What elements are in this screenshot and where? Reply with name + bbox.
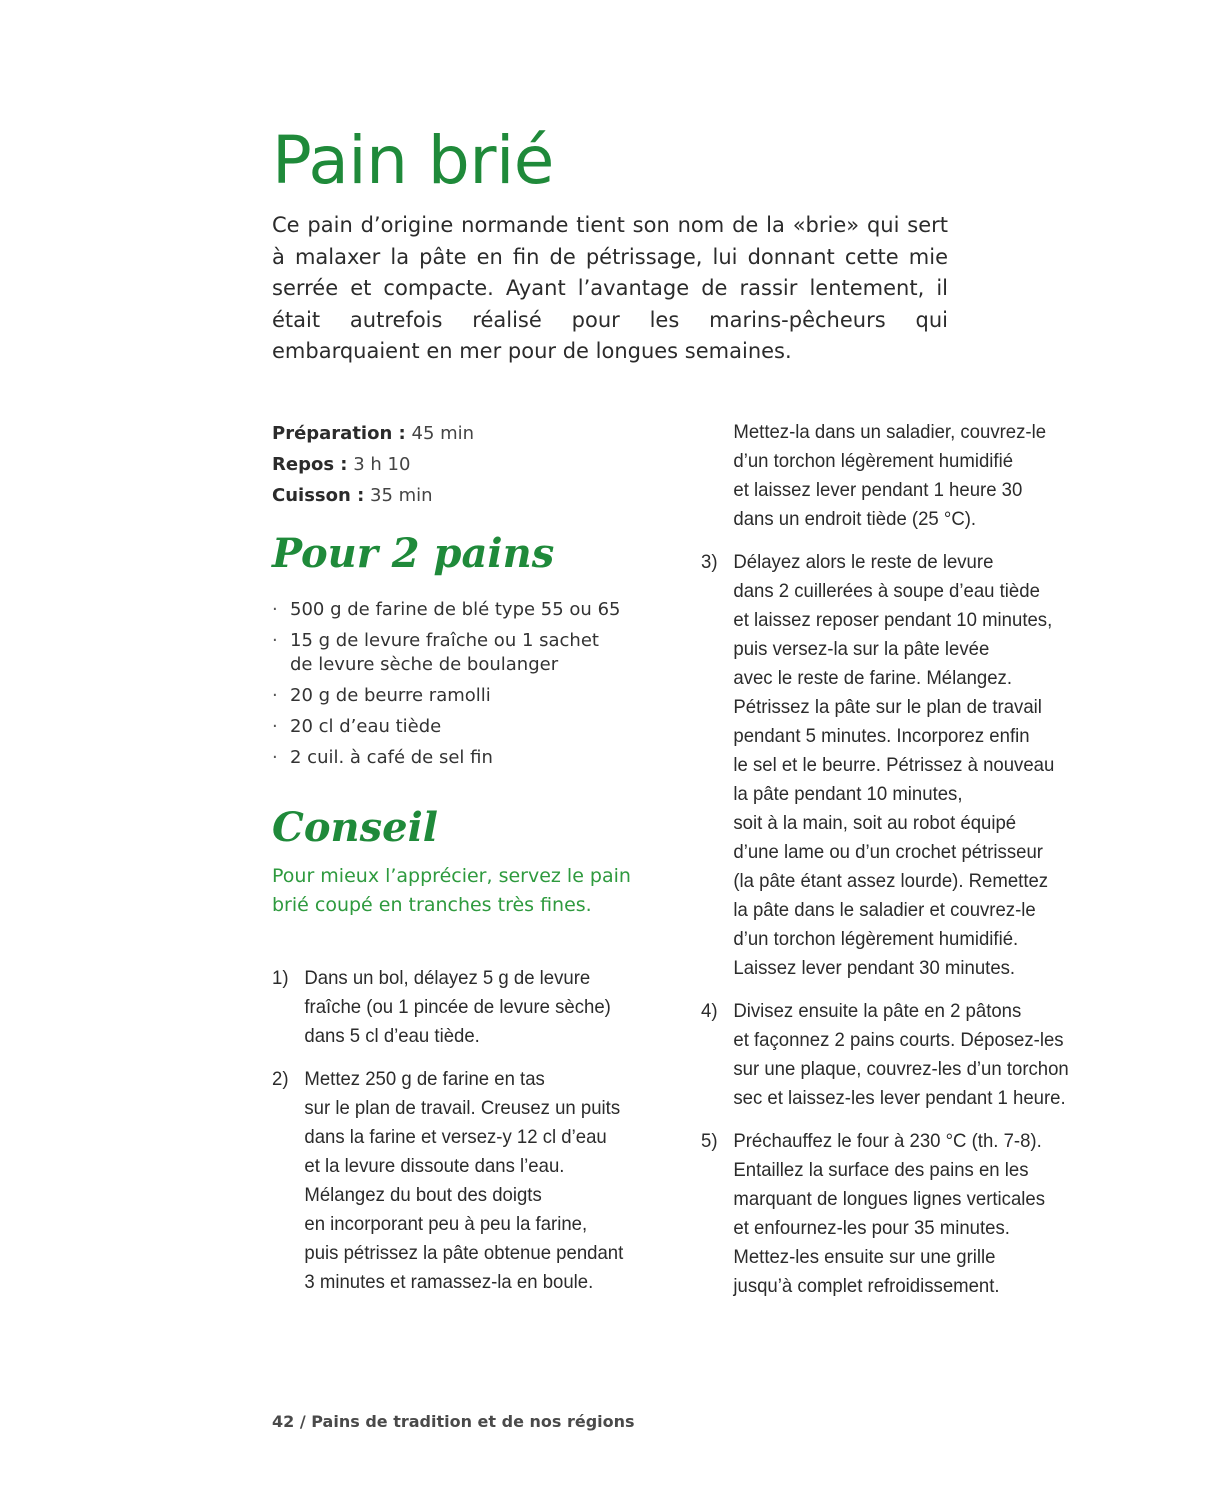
ingredient-item: · 500 g de farine de blé type 55 ou 65 [272, 599, 621, 620]
page-footer [272, 1412, 635, 1431]
ingredient-item: · 20 g de beurre ramolli [272, 685, 491, 706]
intro-paragraph: Ce pain d’origine normande tient son nom de la «brie» qui sert à malaxer la pâte en fin de pétrissage, lui donnant cette mie serrée et compacte. Ayant l’avantage de rassir lentement, il était autrefois réalisé pour les marins-pêcheurs qui embarquaient en mer pour de longues semaines. [272, 213, 948, 363]
prep-time: Préparation : 45 min [272, 423, 475, 444]
step-4: 4) Divisez ensuite la pâte en 2 pâtons et façonnez 2 pains courts. Déposez-les sur une plaque, couvrez-les d’un torchon sec et laissez-les lever pendant 1 heure. [701, 1000, 1069, 1109]
rest-time: Repos : 3 h 10 [272, 454, 411, 475]
page-title: Pain brié [272, 122, 554, 199]
steps-right-column [701, 418, 1101, 1315]
cook-time: Cuisson : 35 min [272, 485, 433, 506]
step-5: 5) Préchauffez le four à 230 °C (th. 7-8). Entaillez la surface des pains en les marquant de longues lignes verticales et enfournez-les pour 35 minutes. Mettez-les ensuite sur une grille jusqu’à complet refroidissement. [701, 1130, 1046, 1297]
page-number: 42 [272, 1412, 295, 1431]
section-name: Pains de tradition et de nos régions [311, 1412, 635, 1431]
ingredients-heading: Pour 2 pains [272, 530, 555, 577]
recipe-times [272, 418, 474, 511]
steps-left-column [272, 964, 672, 1311]
ingredients-list [272, 598, 652, 777]
footer-separator: / [294, 1412, 312, 1431]
tip-text: Pour mieux l’apprécier, servez le pain brié coupé en tranches très fines. [272, 865, 631, 916]
ingredient-item: · 2 cuil. à café de sel fin [272, 747, 493, 768]
ingredient-item: · 20 cl d’eau tiède [272, 716, 442, 737]
step-1: 1) Dans un bol, délayez 5 g de levure fraîche (ou 1 pincée de levure sèche) dans 5 cl d’eau tiède. [272, 967, 611, 1047]
ingredient-item: · 15 g de levure fraîche ou 1 sachet de levure sèche de boulanger [272, 630, 599, 675]
tip-heading: Conseil [272, 804, 438, 851]
step-3: 3) Délayez alors le reste de levure dans 2 cuillerées à soupe d’eau tiède et laissez reposer pendant 10 minutes, puis versez-la sur la pâte levée avec le reste de farine. Mélangez. Pétrissez la pâte sur le plan de travail pendant 5 minutes. Incorporez enfin le sel et le beurre. Pétrissez à nouveau la pâte pendant 10 minutes, soit à la main, soit au robot équipé d’une lame ou d’un crochet pétrisseur (la pâte étant assez lourde). Remettez la pâte dans le saladier et couvrez-le d’un torchon légèrement humidifié. Laissez lever pendant 30 minutes. [701, 551, 1055, 979]
step-2-continued: Mettez-la dans un saladier, couvrez-le d’un torchon légèrement humidifié et laissez lever pendant 1 heure 30 dans un endroit tiède (25 °C). [733, 421, 1047, 530]
step-2: 2) Mettez 250 g de farine en tas sur le plan de travail. Creusez un puits dans la farine et versez-y 12 cl d’eau et la levure dissoute dans l’eau. Mélangez du bout des doigts en incorporant peu à peu la farine, puis pétrissez la pâte obtenue pendant 3 minutes et ramassez-la en boule. [272, 1068, 624, 1293]
